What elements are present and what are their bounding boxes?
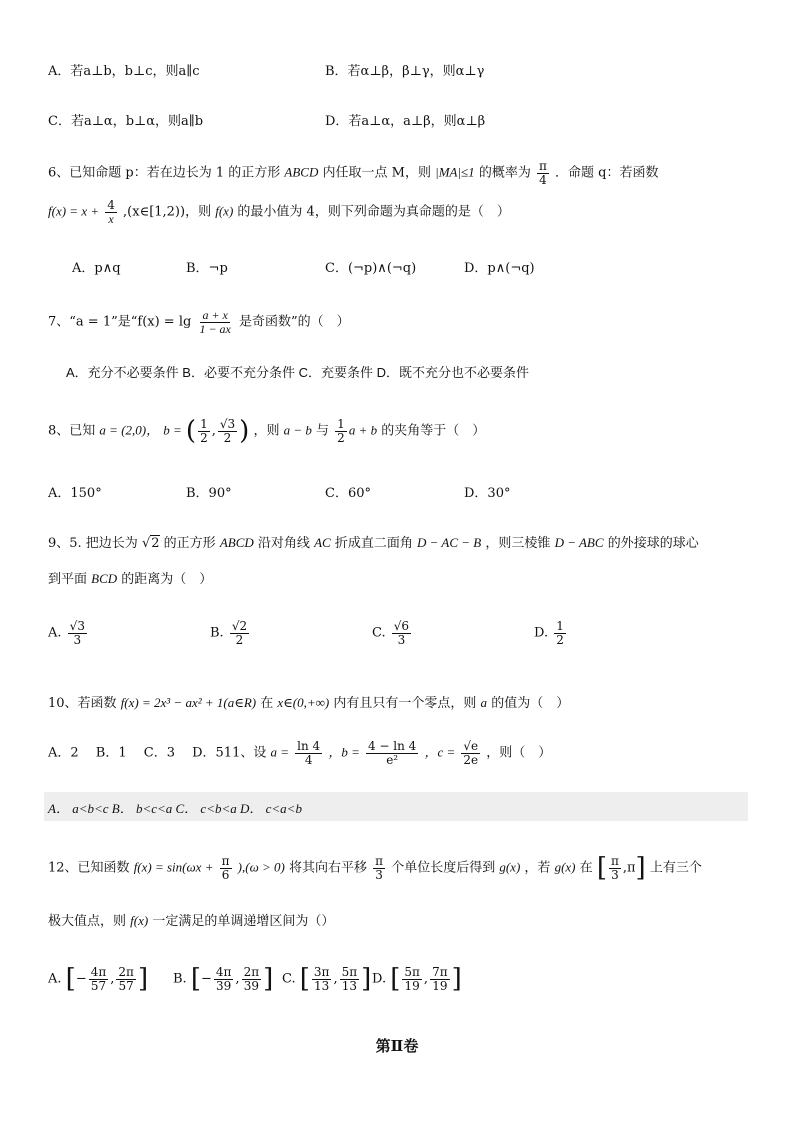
q8-math: b = — [163, 422, 182, 438]
q10-math: a — [480, 695, 488, 710]
q8-option-b: B．90° — [186, 486, 232, 501]
q4-option-a: A．若a⊥b，b⊥c，则a∥c — [48, 64, 200, 79]
q9-text: 的距离为（ ） — [121, 572, 213, 587]
frac-den: 2 — [556, 632, 564, 647]
q7-text: 7、“a = 1”是“f(x) = lg — [48, 314, 192, 330]
option-fraction — [554, 620, 566, 646]
q8-stem: 8、已知 a = (2,0)， b = ( $\frac{1}{2}$ , $\frac{√3}{2}$ ) ，则 a − b 与 $\frac{1}{2}$ a + b 的夹角等于（ ） — [48, 416, 486, 447]
frac-den: 19 — [432, 978, 448, 993]
q12-fraction — [220, 855, 232, 881]
q11-math: ，b = — [328, 744, 360, 760]
option-fraction — [392, 620, 411, 646]
q11-text: ，则（ ） — [486, 745, 552, 761]
q12-text: 个单位长度后得到 — [391, 860, 496, 876]
q11-math: a = — [270, 744, 290, 760]
q6-math: f(x) = x + — [48, 203, 100, 219]
frac-num: 3π — [313, 965, 330, 979]
q6-text: 的概率为 — [478, 165, 531, 181]
frac-num: √3 — [219, 417, 236, 431]
q12-text: 将其向右平移 — [289, 860, 368, 876]
q9-text: 到平面 — [48, 572, 88, 587]
frac-num: 1 — [200, 417, 208, 431]
frac-den: x — [108, 211, 114, 226]
q8-option-d: D．30° — [464, 486, 511, 501]
frac-num: 4 − ln 4 — [367, 739, 417, 753]
q12-option-b: B. [− $\frac{4\pi}{39}$ , $\frac{2\pi}{39}$ ] — [173, 964, 274, 995]
q9-option-b — [210, 620, 251, 646]
q12-fraction: $\frac{\pi}{3}$ — [375, 854, 384, 882]
option-fraction — [89, 966, 109, 992]
frac-num: √3 — [69, 619, 85, 633]
neg-sign: − — [75, 971, 87, 987]
frac-den: 2 — [200, 430, 208, 445]
neg-sign: − — [200, 971, 212, 987]
bracket-right: ] — [361, 964, 372, 995]
q6-stem-line2 — [48, 199, 510, 225]
q9-text: ，则三棱锥 — [485, 536, 551, 551]
option-label: C. — [282, 971, 296, 987]
q10-math: f(x) = 2x³ − ax² + 1(a∈R) — [120, 695, 257, 710]
q12-text: 一定满足的单调递增区间为（） — [152, 914, 335, 929]
q12-math: ),(ω > 0) — [237, 859, 285, 875]
q9-math: D − ABC — [554, 535, 604, 550]
q12-math: g(x) — [554, 859, 576, 875]
frac-num: a + x — [202, 308, 228, 322]
q6-text: 6、已知命题 — [48, 165, 122, 181]
bracket-left: [ — [190, 964, 201, 995]
q10-text: 的值为（ ） — [491, 696, 570, 711]
q12-option-c: C. [ $\frac{3\pi}{13}$ , $\frac{5\pi}{13}$ ] — [282, 964, 372, 995]
frac-den: 57 — [90, 978, 107, 993]
q12-text: 上有三个 — [649, 860, 702, 876]
option-fraction — [242, 966, 262, 992]
q9-math: ABCD — [219, 535, 254, 550]
q7-fraction — [197, 309, 232, 335]
frac-den: 3 — [73, 632, 82, 647]
q6-text: ．命题 — [555, 165, 595, 181]
frac-den: 57 — [118, 978, 134, 993]
frac-den: 2 — [235, 632, 244, 647]
q7-text: 是奇函数”的（ ） — [239, 314, 350, 330]
frac-num: 2π — [118, 965, 134, 979]
frac-den: 13 — [314, 978, 330, 993]
q11-options: A． a<b<c B． b<c<a C． c<b<a D． c<a<b — [48, 801, 302, 816]
q8-fraction — [198, 418, 210, 444]
q9-option-c — [372, 620, 413, 646]
option-fraction — [430, 966, 450, 992]
frac-den: 2 — [337, 430, 345, 445]
q6-text: 的最小值为 4，则下列命题为真命题的是（ ） — [237, 204, 510, 220]
q12-stem-line1: 12、已知函数 f(x) = sin(ωx + $\frac{\pi}{6}$ ),(ω > 0) 将其向右平移 $\frac{\pi}{3}$ 个单位长度后得到 g(x) ，若 g(x) 在 [ $\frac{\pi}{3}$ ,π] 上有三个 — [48, 853, 702, 884]
q12-text: 12、已知函数 — [48, 860, 130, 876]
q8-text: 8、已知 — [48, 423, 96, 439]
frac-den: 2e — [463, 752, 479, 767]
q6-text: q：若函数 — [598, 165, 659, 181]
frac-num: √2 — [231, 619, 248, 633]
q8-fraction — [335, 418, 347, 444]
q10-text: 内有且只有一个零点，则 — [333, 696, 477, 711]
q6-text: ABCD — [284, 164, 319, 180]
q10-options-q11-stem — [48, 740, 551, 766]
frac-num: 4π — [215, 965, 232, 979]
q8-math: a + b — [348, 422, 378, 438]
q12-text: ，若 — [524, 860, 551, 876]
q10-text: 10、若函数 — [48, 696, 117, 711]
frac-den: 4 — [539, 172, 547, 187]
frac-den: 1 − ax — [199, 321, 231, 336]
frac-den: 3 — [397, 632, 406, 647]
q9-sqrt-value: 2 — [151, 536, 160, 551]
q6-text: ,(x∈[1,2))，则 — [123, 204, 212, 220]
q9-text: 折成直二面角 — [334, 536, 413, 551]
q12-math: g(x) — [499, 859, 521, 875]
option-fraction — [68, 620, 87, 646]
q6-fraction — [105, 199, 117, 225]
q7-stem — [48, 309, 350, 335]
q6-option-d: D．p∧(¬q) — [464, 261, 535, 276]
frac-den: 13 — [341, 978, 357, 993]
q9-stem-line1 — [48, 532, 699, 551]
frac-den: 39 — [243, 978, 259, 993]
q6-option-c: C．(¬p)∧(¬q) — [325, 261, 417, 276]
paren-left: ( — [185, 416, 197, 447]
q8-option-c: C．60° — [325, 486, 371, 501]
q6-option-a: A．p∧q — [72, 261, 121, 276]
q6-stem-line1 — [48, 160, 659, 186]
frac-den: 4 — [304, 752, 313, 767]
option-label: D. — [534, 625, 549, 641]
q11-fraction — [461, 740, 480, 766]
section-heading: 第Ⅱ卷 — [375, 1037, 419, 1055]
frac-num: 7π — [432, 965, 448, 979]
frac-den: 39 — [216, 978, 232, 993]
q10-math: x∈(0,+∞) — [277, 695, 330, 710]
q8-text: ，则 — [253, 423, 280, 439]
q12-text: 在 — [579, 860, 593, 876]
q9-math: D − AC − B — [417, 535, 482, 550]
frac-num: 4 — [107, 198, 115, 212]
q7-options: A．充分不必要条件 B．必要不充分条件 C．充要条件 D．既不充分也不必要条件 — [66, 365, 529, 380]
option-fraction — [116, 966, 136, 992]
frac-num: 5π — [341, 965, 358, 979]
q9-text: 9、5. 把边长为 — [48, 536, 138, 551]
q12-option-a: A. [− $\frac{4\pi}{57}$ , $\frac{2\pi}{57}$ ] — [48, 964, 149, 995]
q6-fraction — [537, 160, 549, 186]
q10-text: 在 — [260, 696, 274, 711]
bracket-left: [ — [299, 964, 310, 995]
q12-math: f(x) = sin(ωx + — [133, 859, 214, 875]
q6-text: p：若在边长为 1 的正方形 — [125, 165, 281, 181]
q6-math: f(x) — [215, 203, 234, 219]
frac-den: e² — [386, 752, 399, 767]
q11-math: ，c = — [424, 744, 456, 760]
bracket-right: ] — [137, 964, 149, 995]
q6-text: M，则 — [391, 165, 431, 181]
frac-num: π — [538, 159, 547, 173]
bracket-left: [ — [65, 964, 76, 995]
option-label: C. — [372, 625, 386, 641]
option-label: B. — [210, 625, 224, 641]
bracket-right: ] — [635, 853, 646, 884]
frac-num: √e — [463, 739, 479, 753]
option-fraction — [214, 966, 234, 992]
q9-math: BCD — [91, 571, 118, 586]
option-label: B. — [173, 971, 187, 987]
q12-stem-line2 — [48, 910, 334, 929]
sqrt-sign: √ — [141, 536, 151, 551]
q8-text: 的夹角等于（ ） — [381, 423, 486, 439]
q12-math: f(x) — [130, 913, 149, 928]
frac-num: 1 — [556, 619, 564, 633]
q12-text: 极大值点，则 — [48, 914, 127, 929]
q6-math: |MA|≤1 — [435, 164, 475, 180]
q6-text: 内任取一点 — [322, 165, 388, 181]
q11-fraction — [295, 740, 322, 766]
option-fraction — [230, 620, 249, 646]
frac-den: 19 — [404, 978, 420, 993]
frac-num: 1 — [337, 417, 345, 431]
frac-num: ln 4 — [297, 739, 321, 753]
q4-option-b: B．若α⊥β，β⊥γ，则α⊥γ — [325, 64, 485, 79]
q11-text: A．2 B．1 C．3 D．511、设 — [48, 745, 267, 761]
option-fraction — [402, 966, 422, 992]
q8-text: 与 — [316, 423, 330, 439]
q8-fraction — [218, 418, 237, 444]
option-fraction — [340, 966, 360, 992]
bracket-right: ] — [451, 964, 462, 995]
q9-option-d — [534, 620, 568, 646]
option-fraction — [312, 966, 332, 992]
q9-option-a — [48, 620, 89, 646]
q8-math: a − b — [283, 422, 312, 438]
q4-option-d: D．若a⊥α，a⊥β，则α⊥β — [325, 114, 486, 129]
frac-num: 5π — [404, 965, 420, 979]
paren-right: ) — [239, 416, 250, 447]
q9-text: 沿对角线 — [257, 536, 310, 551]
q10-stem — [48, 692, 569, 711]
option-label: D. — [372, 971, 387, 987]
frac-num: 4π — [90, 965, 107, 979]
q4-option-c: C．若a⊥α，b⊥α，则a∥b — [48, 114, 204, 129]
q9-text: 的外接球的球心 — [607, 536, 699, 551]
q8-option-a: A．150° — [48, 486, 102, 501]
bracket-left: [ — [596, 853, 607, 884]
q9-stem-line2 — [48, 568, 212, 587]
bracket-right: ] — [263, 964, 274, 995]
frac-num: π — [221, 854, 230, 868]
q12-option-d: D. [ $\frac{5\pi}{19}$ , $\frac{7\pi}{19}$ ] — [372, 964, 462, 995]
frac-num: √6 — [393, 619, 410, 633]
q6-option-b: B．¬p — [186, 261, 228, 276]
q9-math: AC — [314, 535, 331, 550]
q12-fraction: $\frac{\pi}{3}$ — [610, 854, 619, 882]
q8-math: a = (2,0)， — [99, 422, 160, 438]
bracket-left: [ — [390, 964, 401, 995]
q11-fraction — [366, 740, 418, 766]
frac-den: 2 — [223, 430, 232, 445]
q9-text: 的正方形 — [163, 536, 216, 551]
frac-num: 2π — [243, 965, 260, 979]
option-label: A. — [48, 971, 62, 987]
option-label: A. — [48, 625, 62, 641]
frac-den: 6 — [221, 867, 230, 882]
